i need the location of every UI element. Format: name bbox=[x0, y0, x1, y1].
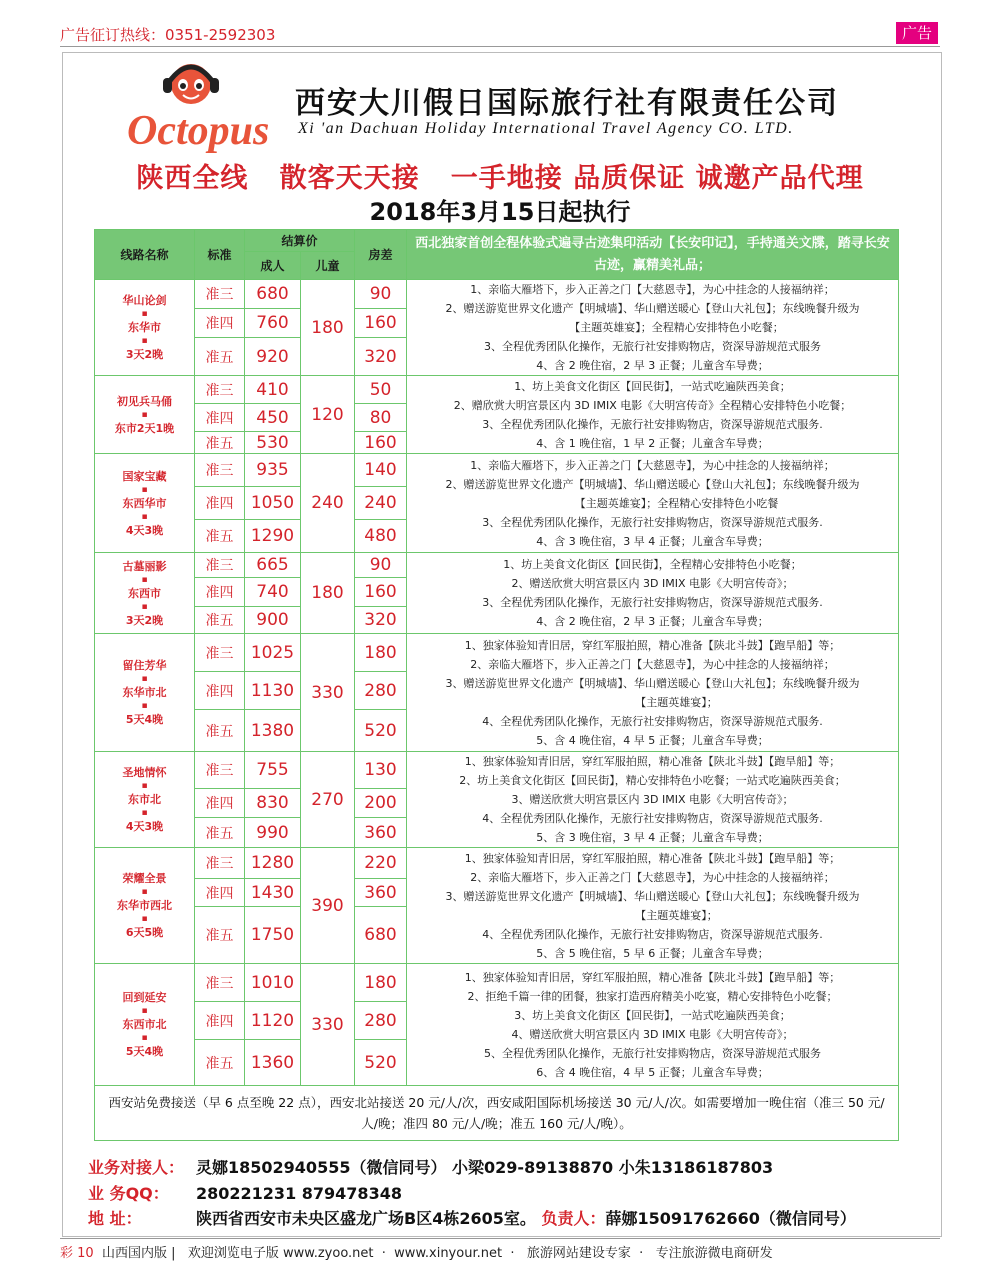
contact-business bbox=[88, 1155, 773, 1178]
room-diff-cell: 90 bbox=[355, 553, 407, 578]
grade-cell: 准四 bbox=[195, 1002, 245, 1040]
itinerary-line: 3、全程优秀团队化操作，无旅行社安排购物店，资深导游规范式服务. bbox=[482, 596, 823, 609]
route-name: 荣耀全景 bbox=[122, 872, 167, 885]
itinerary-cell bbox=[407, 848, 899, 964]
table-row bbox=[95, 634, 899, 672]
footer-page-number: 彩 10 bbox=[60, 1246, 94, 1261]
bullet-icon: ▪ bbox=[141, 511, 148, 522]
transfer-note: 西安站免费接送（早 6 点至晚 22 点），西安北站接送 20 元/人/次，西安咸阳国际机场接送 30 元/人/次。如需要增加一晚住宿（准三 50 元/人/晚；准四 80 元/人/晚；准五 160 元/人/晚）。 bbox=[95, 1086, 899, 1141]
contact-qq bbox=[88, 1181, 402, 1204]
bullet-icon: ▪ bbox=[141, 484, 148, 495]
itinerary-line: 3、赠送游览世界文化遗产【明城墙】、华山赠送暖心【登山大礼包】；东线晚餐升级为 bbox=[445, 889, 860, 903]
col-grade: 标准 bbox=[195, 230, 245, 280]
table-row bbox=[95, 848, 899, 879]
contact-qq-label: 业 务QQ： bbox=[88, 1184, 169, 1203]
room-diff-cell: 130 bbox=[355, 752, 407, 789]
room-diff-cell: 50 bbox=[355, 376, 407, 404]
adult-price-cell: 1360 bbox=[245, 1040, 301, 1086]
route-name-cell bbox=[95, 752, 195, 848]
company-name-cn: 西安大川假日国际旅行社有限责任公司 bbox=[295, 86, 839, 121]
adult-price-cell: 1280 bbox=[245, 848, 301, 879]
bullet-icon: ▪ bbox=[141, 336, 148, 346]
room-diff-cell: 320 bbox=[355, 607, 407, 634]
adult-price-cell: 1050 bbox=[245, 487, 301, 520]
itinerary-cell bbox=[407, 376, 899, 454]
adult-price-cell: 410 bbox=[245, 376, 301, 404]
contact-address bbox=[88, 1206, 856, 1229]
room-diff-cell: 160 bbox=[355, 432, 407, 454]
bullet-icon: ▪ bbox=[141, 914, 148, 924]
octopus-logo bbox=[125, 58, 285, 158]
room-diff-cell: 180 bbox=[355, 634, 407, 672]
itinerary-line: 5、含 3 晚住宿，3 早 4 正餐；儿童含车导费； bbox=[536, 831, 769, 844]
itinerary-line: 【主题英雄宴】； bbox=[635, 695, 718, 709]
grade-cell: 准三 bbox=[195, 752, 245, 789]
child-price-cell: 120 bbox=[301, 376, 355, 454]
table-row bbox=[95, 280, 899, 309]
grade-cell: 准五 bbox=[195, 338, 245, 376]
bullet-icon: ▪ bbox=[141, 674, 148, 684]
col-route: 线路名称 bbox=[95, 230, 195, 280]
itinerary-cell bbox=[407, 634, 899, 752]
grade-cell: 准五 bbox=[195, 1040, 245, 1086]
route-name-cell bbox=[95, 553, 195, 634]
itinerary-line: 3、全程优秀团队化操作，无旅行社安排购物店，资深导游规范式服务. bbox=[482, 515, 823, 529]
route-duration: 5天4晚 bbox=[125, 1045, 164, 1058]
itinerary-line: 4、全程优秀团队化操作，无旅行社安排购物店，资深导游规范式服务. bbox=[482, 714, 823, 728]
route-duration: 6天5晚 bbox=[125, 926, 164, 939]
route-duration: 3天2晚 bbox=[125, 613, 164, 627]
bullet-icon: ▪ bbox=[141, 409, 148, 420]
route-name: 古墓丽影 bbox=[122, 559, 167, 573]
room-diff-cell: 160 bbox=[355, 578, 407, 607]
adult-price-cell: 1380 bbox=[245, 710, 301, 752]
contact-qq-value: 280221231 879478348 bbox=[196, 1184, 402, 1203]
route-name: 回到延安 bbox=[122, 991, 167, 1004]
col-room: 房差 bbox=[355, 230, 407, 280]
adult-price-cell: 755 bbox=[245, 752, 301, 789]
table-row bbox=[95, 553, 899, 578]
itinerary-line: 5、含 5 晚住宿，5 早 6 正餐；儿童含车导费； bbox=[536, 946, 769, 960]
itinerary-line: 3、全程优秀团队化操作，无旅行社安排购物店，资深导游规范式服务 bbox=[484, 340, 822, 353]
route-name: 圣地情怀 bbox=[122, 766, 167, 779]
bullet-icon: ▪ bbox=[141, 574, 148, 585]
itinerary-cell bbox=[407, 280, 899, 376]
adult-price-cell: 1290 bbox=[245, 520, 301, 553]
itinerary-line: 1、坊上美食文化街区【回民街】，全程精心安排特色小吃餐； bbox=[503, 558, 802, 571]
grade-cell: 准四 bbox=[195, 672, 245, 710]
itinerary-line: 【主题英雄宴】； bbox=[635, 908, 718, 922]
bullet-icon: ▪ bbox=[141, 309, 148, 319]
route-region: 东华市 bbox=[128, 321, 161, 334]
itinerary-cell bbox=[407, 964, 899, 1086]
grade-cell: 准四 bbox=[195, 487, 245, 520]
room-diff-cell: 200 bbox=[355, 788, 407, 818]
table-row bbox=[95, 964, 899, 1002]
slogan: 陕西全线 散客天天接 一手地接 品质保证 诚邀产品代理 bbox=[136, 163, 864, 194]
room-diff-cell: 480 bbox=[355, 520, 407, 553]
itinerary-line: 【主题英雄宴】；全程精心安排特色小吃餐； bbox=[569, 321, 784, 334]
route-duration: 5天4晚 bbox=[125, 713, 164, 726]
itinerary-line: 3、全程优秀团队化操作，无旅行社安排购物店，资深导游规范式服务. bbox=[482, 417, 823, 431]
grade-cell: 准五 bbox=[195, 907, 245, 964]
adult-price-cell: 1130 bbox=[245, 672, 301, 710]
adult-price-cell: 1430 bbox=[245, 879, 301, 907]
room-diff-cell: 360 bbox=[355, 879, 407, 907]
itinerary-cell bbox=[407, 553, 899, 634]
itinerary-line: 5、含 4 晚住宿，4 早 5 正餐；儿童含车导费； bbox=[536, 733, 769, 747]
grade-cell: 准三 bbox=[195, 848, 245, 879]
adult-price-cell: 1010 bbox=[245, 964, 301, 1002]
route-duration: 东市2天1晚 bbox=[114, 421, 175, 435]
itinerary-line: 1、独家体验知青旧居，穿红军服拍照，精心准备【陕北斗鼓】【跑旱船】等； bbox=[464, 851, 841, 865]
contact-business-label: 业务对接人： bbox=[88, 1158, 185, 1177]
bullet-icon: ▪ bbox=[141, 1006, 148, 1016]
price-table bbox=[94, 229, 899, 1141]
route-region: 东华市北 bbox=[122, 686, 167, 699]
adult-price-cell: 830 bbox=[245, 788, 301, 818]
grade-cell: 准三 bbox=[195, 280, 245, 309]
child-price-cell: 180 bbox=[301, 280, 355, 376]
adult-price-cell: 665 bbox=[245, 553, 301, 578]
child-price-cell: 330 bbox=[301, 964, 355, 1086]
itinerary-cell bbox=[407, 752, 899, 848]
ad-hotline: 广告征订热线：0351-2592303 bbox=[60, 26, 276, 44]
itinerary-line: 4、含 3 晚住宿，3 早 4 正餐；儿童含车导费； bbox=[536, 534, 769, 548]
route-region: 东市北 bbox=[128, 793, 161, 806]
itinerary-cell bbox=[407, 454, 899, 553]
adult-price-cell: 680 bbox=[245, 280, 301, 309]
contact-address-value: 陕西省西安市未央区盛龙广场B区4栋2605室。 bbox=[196, 1209, 536, 1228]
room-diff-cell: 140 bbox=[355, 454, 407, 487]
room-diff-cell: 220 bbox=[355, 848, 407, 879]
room-diff-cell: 80 bbox=[355, 404, 407, 432]
itinerary-line: 1、独家体验知青旧居，穿红军服拍照，精心准备【陕北斗鼓】【跑旱船】等； bbox=[464, 970, 841, 984]
route-name-cell bbox=[95, 376, 195, 454]
route-region: 东西华市 bbox=[122, 496, 167, 510]
route-name-cell bbox=[95, 454, 195, 553]
grade-cell: 准四 bbox=[195, 309, 245, 338]
grade-cell: 准四 bbox=[195, 578, 245, 607]
itinerary-line: 4、全程优秀团队化操作，无旅行社安排购物店，资深导游规范式服务. bbox=[482, 812, 823, 825]
route-name-cell bbox=[95, 964, 195, 1086]
route-name-cell bbox=[95, 848, 195, 964]
room-diff-cell: 360 bbox=[355, 818, 407, 848]
itinerary-line: 1、独家体验知青旧居，穿红军服拍照，精心准备【陕北斗鼓】【跑旱船】等； bbox=[464, 755, 841, 768]
room-diff-cell: 280 bbox=[355, 1002, 407, 1040]
table-row bbox=[95, 454, 899, 487]
adult-price-cell: 990 bbox=[245, 818, 301, 848]
itinerary-line: 4、含 2 晚住宿，2 早 3 正餐；儿童含车导费； bbox=[536, 615, 769, 628]
room-diff-cell: 320 bbox=[355, 338, 407, 376]
grade-cell: 准五 bbox=[195, 432, 245, 454]
adult-price-cell: 450 bbox=[245, 404, 301, 432]
itinerary-line: 5、全程优秀团队化操作，无旅行社安排购物店，资深导游规范式服务 bbox=[484, 1046, 822, 1060]
price-table-body bbox=[95, 280, 899, 1086]
bullet-icon: ▪ bbox=[141, 808, 148, 818]
grade-cell: 准三 bbox=[195, 634, 245, 672]
route-name: 国家宝藏 bbox=[122, 469, 167, 483]
itinerary-line: 6、含 4 晚住宿，4 早 5 正餐；儿童含车导费； bbox=[536, 1065, 769, 1079]
child-price-cell: 390 bbox=[301, 848, 355, 964]
effective-date: 2018年3月15日起执行 bbox=[369, 198, 631, 226]
itinerary-line: 1、独家体验知青旧居，穿红军服拍照，精心准备【陕北斗鼓】【跑旱船】等； bbox=[464, 638, 841, 652]
bullet-icon: ▪ bbox=[141, 701, 148, 711]
grade-cell: 准五 bbox=[195, 710, 245, 752]
route-name-cell bbox=[95, 634, 195, 752]
adult-price-cell: 935 bbox=[245, 454, 301, 487]
adult-price-cell: 1120 bbox=[245, 1002, 301, 1040]
route-duration: 4天3晚 bbox=[125, 820, 164, 833]
adult-price-cell: 740 bbox=[245, 578, 301, 607]
itinerary-line: 4、含 2 晚住宿，2 早 3 正餐；儿童含车导费； bbox=[536, 359, 769, 372]
itinerary-line: 3、赠送游览世界文化遗产【明城墙】、华山赠送暖心【登山大礼包】；东线晚餐升级为 bbox=[445, 676, 860, 690]
itinerary-line: 1、亲临大雁塔下，步入正善之门【大慈恩寺】，为心中挂念的人接福纳祥； bbox=[470, 458, 835, 472]
bullet-icon: ▪ bbox=[141, 887, 148, 897]
adult-price-cell: 1025 bbox=[245, 634, 301, 672]
route-duration: 4天3晚 bbox=[125, 523, 164, 537]
room-diff-cell: 160 bbox=[355, 309, 407, 338]
room-diff-cell: 90 bbox=[355, 280, 407, 309]
itinerary-line: 2、亲临大雁塔下，步入正善之门【大慈恩寺】，为心中挂念的人接福纳祥； bbox=[470, 870, 835, 884]
room-diff-cell: 520 bbox=[355, 710, 407, 752]
itinerary-line: 【主题英雄宴】；全程精心安排特色小吃餐 bbox=[574, 496, 779, 510]
itinerary-line: 4、全程优秀团队化操作，无旅行社安排购物店，资深导游规范式服务. bbox=[482, 927, 823, 941]
route-name-cell bbox=[95, 280, 195, 376]
octopus-mascot-icon bbox=[163, 64, 219, 104]
child-price-cell: 240 bbox=[301, 454, 355, 553]
child-price-cell: 270 bbox=[301, 752, 355, 848]
route-region: 东西市北 bbox=[122, 1018, 167, 1031]
adult-price-cell: 1750 bbox=[245, 907, 301, 964]
itinerary-line: 2、赠欣赏大明宫景区内 3D IMIX 电影《大明宫传奇》全程精心安排特色小吃餐； bbox=[453, 398, 852, 412]
contact-owner-label: 负责人： bbox=[541, 1209, 606, 1228]
itinerary-line: 1、亲临大雁塔下，步入正善之门【大慈恩寺】，为心中挂念的人接福纳祥； bbox=[470, 283, 835, 296]
itinerary-line: 3、坊上美食文化街区【回民街】，一站式吃遍陕西美食； bbox=[514, 1008, 791, 1022]
grade-cell: 准四 bbox=[195, 788, 245, 818]
grade-cell: 准四 bbox=[195, 879, 245, 907]
top-divider bbox=[60, 46, 940, 47]
contact-address-label: 地 址： bbox=[88, 1209, 142, 1228]
grade-cell: 准三 bbox=[195, 376, 245, 404]
grade-cell: 准三 bbox=[195, 553, 245, 578]
itinerary-line: 4、赠送欣赏大明宫景区内 3D IMIX 电影《大明宫传奇》； bbox=[511, 1027, 794, 1041]
itinerary-line: 2、赠送游览世界文化遗产【明城墙】、华山赠送暖心【登山大礼包】；东线晚餐升级为 bbox=[445, 477, 860, 491]
footer-text: 欢迎浏览电子版 www.zyoo.net · www.xinyour.net · 旅游网站建设专家 · 专注旅游微电商研发 bbox=[175, 1246, 773, 1261]
grade-cell: 准三 bbox=[195, 454, 245, 487]
contact-owner-value: 薛娜15091762660（微信同号） bbox=[605, 1209, 856, 1228]
grade-cell: 准四 bbox=[195, 404, 245, 432]
adult-price-cell: 760 bbox=[245, 309, 301, 338]
contact-business-value: 灵娜18502940555（微信同号） 小梁029-89138870 小朱13186187803 bbox=[196, 1158, 774, 1177]
grade-cell: 准五 bbox=[195, 520, 245, 553]
route-region: 东西市 bbox=[128, 586, 161, 600]
child-price-cell: 330 bbox=[301, 634, 355, 752]
route-duration: 3天2晚 bbox=[125, 348, 164, 361]
itinerary-line: 2、赠送欣赏大明宫景区内 3D IMIX 电影《大明宫传奇》； bbox=[511, 577, 794, 590]
footer-section: 山西国内版 bbox=[101, 1246, 167, 1261]
room-diff-cell: 180 bbox=[355, 964, 407, 1002]
room-diff-cell: 240 bbox=[355, 487, 407, 520]
bullet-icon: ▪ bbox=[141, 781, 148, 791]
route-name: 留住芳华 bbox=[122, 659, 167, 672]
table-row bbox=[95, 376, 899, 404]
promo-header: 西北独家首创全程体验式遍寻古迹集印活动【长安印记】，手持通关文牒，踏寻长安古迹，赢精美礼品； bbox=[407, 230, 899, 280]
grade-cell: 准五 bbox=[195, 607, 245, 634]
itinerary-line: 4、含 1 晚住宿，1 早 2 正餐；儿童含车导费； bbox=[536, 436, 769, 450]
company-name-en: Xi 'an Dachuan Holiday International Travel Agency CO. LTD. bbox=[298, 120, 794, 137]
logo-wordmark: Octopus bbox=[127, 108, 270, 154]
itinerary-line: 3、赠送欣赏大明宫景区内 3D IMIX 电影《大明宫传奇》； bbox=[511, 793, 794, 806]
col-price: 结算价 bbox=[245, 230, 355, 252]
child-price-cell: 180 bbox=[301, 553, 355, 634]
col-child: 儿童 bbox=[301, 252, 355, 280]
route-region: 东华市西北 bbox=[117, 899, 172, 912]
adult-price-cell: 530 bbox=[245, 432, 301, 454]
adult-price-cell: 900 bbox=[245, 607, 301, 634]
itinerary-line: 1、坊上美食文化街区【回民街】，一站式吃遍陕西美食； bbox=[514, 379, 791, 393]
grade-cell: 准五 bbox=[195, 818, 245, 848]
itinerary-line: 2、亲临大雁塔下，步入正善之门【大慈恩寺】，为心中挂念的人接福纳祥； bbox=[470, 657, 835, 671]
table-row bbox=[95, 752, 899, 789]
route-name: 初见兵马俑 bbox=[117, 394, 172, 408]
bullet-icon: ▪ bbox=[141, 601, 148, 612]
route-name: 华山论剑 bbox=[122, 294, 167, 307]
itinerary-line: 2、拒绝千篇一律的团餐，独家打造西府精美小吃宴，精心安排特色小吃餐； bbox=[467, 989, 838, 1003]
bottom-divider bbox=[60, 1238, 940, 1239]
bullet-icon: ▪ bbox=[141, 1033, 148, 1043]
grade-cell: 准三 bbox=[195, 964, 245, 1002]
adult-price-cell: 920 bbox=[245, 338, 301, 376]
room-diff-cell: 680 bbox=[355, 907, 407, 964]
room-diff-cell: 280 bbox=[355, 672, 407, 710]
page-footer: 彩 10 山西国内版 | 欢迎浏览电子版 www.zyoo.net · www.xinyour.net · 旅游网站建设专家 · 专注旅游微电商研发 bbox=[60, 1246, 773, 1261]
ad-badge: 广告 bbox=[896, 22, 938, 44]
room-diff-cell: 520 bbox=[355, 1040, 407, 1086]
itinerary-line: 2、坊上美食文化街区【回民街】，精心安排特色小吃餐；一站式吃遍陕西美食； bbox=[459, 774, 846, 787]
itinerary-line: 2、赠送游览世界文化遗产【明城墙】、华山赠送暖心【登山大礼包】；东线晚餐升级为 bbox=[445, 302, 860, 315]
col-adult: 成人 bbox=[245, 252, 301, 280]
